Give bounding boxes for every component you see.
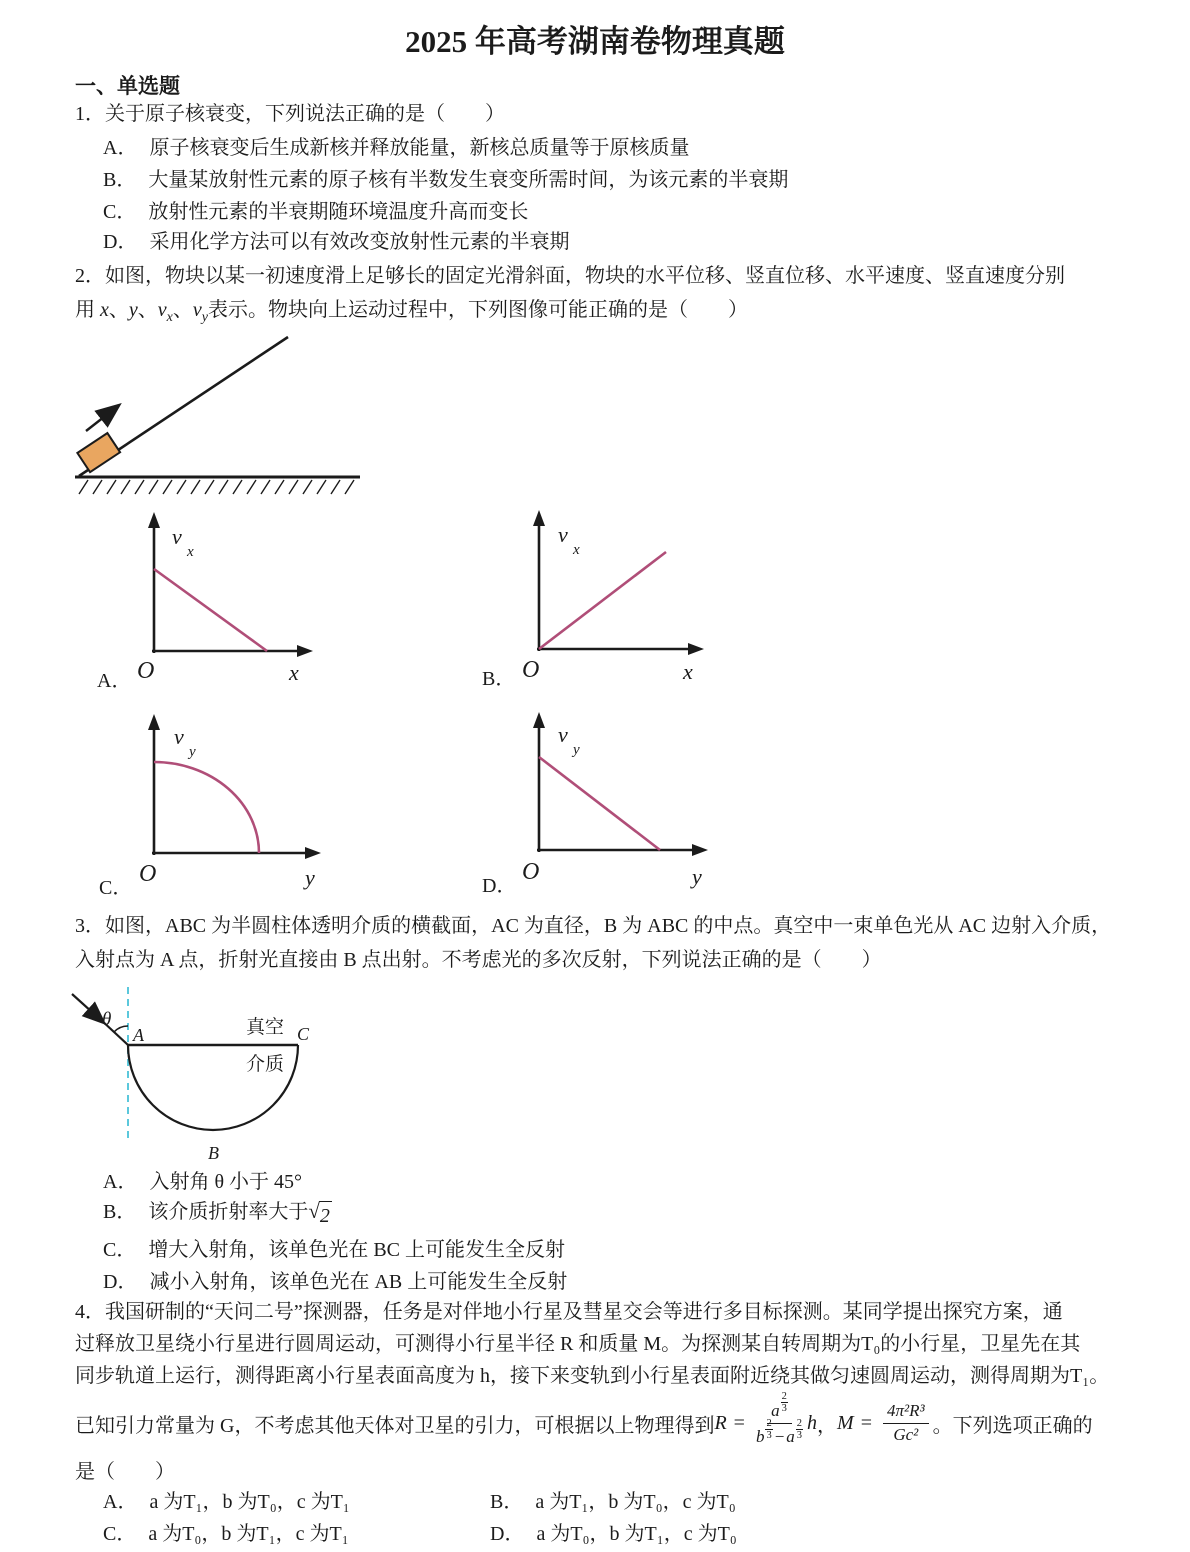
section-heading: 一、单选题 bbox=[75, 74, 180, 98]
option-label: D． bbox=[490, 1523, 525, 1545]
curve bbox=[539, 757, 660, 850]
math-var-vx: v bbox=[157, 299, 167, 321]
q4-option-b bbox=[490, 1488, 736, 1516]
radical-sign: √ bbox=[308, 1199, 320, 1223]
q3-option-b bbox=[103, 1198, 332, 1230]
y-axis-label: v bbox=[558, 722, 568, 747]
option-label: A． bbox=[103, 1171, 138, 1193]
option-label: C． bbox=[103, 1239, 137, 1261]
y-axis-label: v bbox=[172, 524, 182, 549]
separator: 、 bbox=[137, 299, 158, 321]
q3-stem-line1: 3．如图，ABC 为半圆柱体透明介质的横截面，AC 为直径，B 为 ABC 的中点。真空中一束单色光从 AC 边射入介质， bbox=[75, 915, 1112, 937]
option-text: 增大入射角，该单色光在 BC 上可能发生全反射 bbox=[148, 1239, 566, 1261]
option-label: B． bbox=[490, 1491, 524, 1513]
q1-option-a bbox=[103, 134, 689, 162]
angle-arc bbox=[114, 1026, 128, 1032]
point-c-label: C bbox=[297, 1024, 310, 1044]
option-text: a 为T₀，b 为T₁，c 为T₀ bbox=[536, 1523, 737, 1545]
graph-letter: C． bbox=[99, 877, 133, 899]
option-text: a 为T₁，b 为T₀，c 为T₁ bbox=[149, 1491, 350, 1513]
y-axis-label: v bbox=[558, 522, 568, 547]
q1-option-b bbox=[103, 166, 788, 194]
q4-option-a bbox=[103, 1488, 350, 1516]
q4-option-c bbox=[103, 1520, 349, 1548]
q4-formula-line bbox=[75, 1390, 1093, 1456]
equals-sign: = bbox=[860, 1411, 872, 1434]
fraction-M: $\frac{\text{4π²R³}}{\text{Gc²}}$ bbox=[883, 1401, 929, 1445]
curve bbox=[154, 569, 267, 651]
option-text: 减小入射角，该单色光在 AB 上可能发生全反射 bbox=[149, 1271, 568, 1293]
option-text: 采用化学方法可以有效改变放射性元素的半衰期 bbox=[149, 231, 570, 253]
option-label: D． bbox=[103, 231, 138, 253]
origin-label: O bbox=[137, 658, 155, 684]
y-axis-arrow-icon bbox=[148, 714, 160, 730]
q2-stem-line2 bbox=[75, 296, 748, 332]
math-var-a: a bbox=[771, 1401, 780, 1421]
y-axis-arrow-icon bbox=[533, 510, 545, 526]
q3-stem-line2: 入射点为 A 点，折射光直接由 B 点出射。不考虑光的多次反射，下列说法正确的是（ ） bbox=[75, 949, 882, 971]
option-text: 放射性元素的半衰期随环境温度升高而变长 bbox=[148, 201, 529, 223]
math-sub-x: x bbox=[166, 310, 173, 325]
origin-label: O bbox=[139, 861, 157, 887]
math-var-x: x bbox=[100, 299, 109, 321]
x-axis-arrow-icon bbox=[297, 645, 313, 657]
text-run: 用 bbox=[75, 299, 100, 321]
math-var-y: y bbox=[128, 299, 138, 321]
x-axis-arrow-icon bbox=[692, 844, 708, 856]
q1-option-d bbox=[103, 228, 569, 256]
minus-sign: − bbox=[774, 1427, 785, 1447]
exponent-two-thirds: 2 3 bbox=[766, 1417, 772, 1441]
math-var-M: M bbox=[837, 1411, 854, 1434]
q4-line5: 是（ ） bbox=[75, 1461, 175, 1483]
medium-label: 介质 bbox=[246, 1054, 285, 1075]
y-axis-arrow-icon bbox=[148, 512, 160, 528]
option-label: C． bbox=[103, 201, 137, 223]
math-var-R: R bbox=[714, 1411, 727, 1434]
graph-letter: B． bbox=[482, 668, 516, 690]
fraction-R bbox=[755, 1391, 803, 1447]
option-text: a 为T₁，b 为T₀，c 为T₀ bbox=[535, 1491, 736, 1513]
option-label: C． bbox=[103, 1523, 137, 1545]
theta-label: θ bbox=[102, 1009, 112, 1030]
curve bbox=[154, 762, 259, 853]
x-axis-label: x bbox=[683, 659, 693, 684]
separator: 、 bbox=[172, 299, 193, 321]
page-title: 2025 年高考湖南卷物理真题 bbox=[405, 24, 785, 59]
text-run: 表示。物块向上运动过程中，下列图像可能正确的是（ ） bbox=[208, 299, 748, 321]
option-label: B． bbox=[103, 1201, 137, 1223]
point-b-label: B bbox=[208, 1143, 219, 1163]
graph-option-a bbox=[85, 500, 335, 700]
block bbox=[77, 433, 120, 472]
math-var-h: h bbox=[807, 1411, 818, 1434]
option-text: 原子核衰变后生成新核并释放能量，新核总质量等于原核质量 bbox=[149, 137, 690, 159]
y-axis-label: v bbox=[174, 724, 184, 749]
math-var-b: b bbox=[755, 1427, 765, 1447]
incident-ray bbox=[72, 994, 103, 1022]
text-run: 已知引力常量为 G，不考虑其他天体对卫星的引力，可根据以上物理得到 bbox=[75, 1414, 715, 1437]
option-label: A． bbox=[103, 137, 138, 159]
math-var-a: a bbox=[786, 1427, 795, 1447]
x-axis-label: y bbox=[305, 865, 315, 890]
origin-label: O bbox=[522, 657, 540, 683]
curve bbox=[539, 552, 666, 649]
q4-option-d bbox=[490, 1520, 737, 1548]
ground-hatch bbox=[79, 480, 354, 494]
q3-option-a bbox=[103, 1168, 302, 1196]
math-var-vy: v bbox=[192, 299, 202, 321]
q4-line2: 过释放卫星绕小行星进行圆周运动，可测得小行星半径 R 和质量 M。为探测某自转周期为T₀的小行星，卫星先在其 bbox=[75, 1333, 1081, 1355]
y-axis-arrow-icon bbox=[533, 712, 545, 728]
q4-line3: 同步轨道上运行，测得距离小行星表面高度为 h，接下来变轨到小行星表面附近绕其做匀速圆周运动，测得周期为T₁。 bbox=[75, 1365, 1110, 1387]
x-axis-arrow-icon bbox=[688, 643, 704, 655]
x-axis-arrow-icon bbox=[305, 847, 321, 859]
y-axis-sublabel: y bbox=[573, 742, 580, 758]
option-text: 该介质折射率大于 bbox=[148, 1201, 309, 1223]
q1-option-c bbox=[103, 198, 528, 226]
exponent-two-thirds: 2 3 bbox=[796, 1417, 803, 1441]
q1-stem: 1．关于原子核衰变，下列说法正确的是（ ） bbox=[75, 103, 505, 125]
point-a-label: A bbox=[133, 1025, 144, 1045]
incline-diagram bbox=[72, 332, 372, 497]
graph-option-d bbox=[470, 700, 720, 900]
q3-option-d bbox=[103, 1268, 567, 1296]
x-axis-label: x bbox=[289, 660, 299, 685]
radicand: 2 bbox=[319, 1201, 332, 1230]
option-text: 大量某放射性元素的原子核有半数发生衰变所需时间，为该元素的半衰期 bbox=[148, 169, 789, 191]
vacuum-label: 真空 bbox=[246, 1017, 285, 1038]
q2-stem-line1: 2．如图，物块以某一初速度滑上足够长的固定光滑斜面，物块的水平位移、竖直位移、水平速度、竖直速度分别 bbox=[75, 265, 1065, 287]
q4-line1: 4．我国研制的“天问二号”探测器，任务是对伴地小行星及彗星交会等进行多目标探测。某同学提出探究方案，通 bbox=[75, 1301, 1063, 1323]
y-axis-sublabel: x bbox=[187, 544, 194, 560]
graph-option-c bbox=[85, 700, 335, 900]
equals-sign: = bbox=[733, 1411, 745, 1434]
separator: 、 bbox=[108, 299, 129, 321]
y-axis-sublabel: y bbox=[189, 744, 196, 760]
y-axis-sublabel: x bbox=[573, 542, 580, 558]
graph-option-b bbox=[470, 500, 720, 700]
graph-letter: A． bbox=[97, 670, 132, 692]
refraction-diagram bbox=[60, 983, 385, 1168]
option-text: 入射角 θ 小于 45° bbox=[149, 1171, 303, 1193]
text-run: 。下列选项正确的 bbox=[932, 1414, 1093, 1437]
option-label: A． bbox=[103, 1491, 138, 1513]
q3-option-c bbox=[103, 1236, 565, 1264]
sqrt-expression bbox=[308, 1201, 332, 1230]
option-text: a 为T₀，b 为T₁，c 为T₁ bbox=[148, 1523, 349, 1545]
option-label: B． bbox=[103, 169, 137, 191]
separator: ， bbox=[817, 1414, 838, 1437]
option-label: D． bbox=[103, 1271, 138, 1293]
math-sub-y: y bbox=[201, 310, 208, 325]
x-axis-label: y bbox=[692, 864, 702, 889]
exponent-two-thirds: 2 3 bbox=[781, 1391, 787, 1415]
velocity-arrow bbox=[86, 406, 118, 431]
graph-letter: D． bbox=[482, 875, 517, 897]
origin-label: O bbox=[522, 859, 540, 885]
